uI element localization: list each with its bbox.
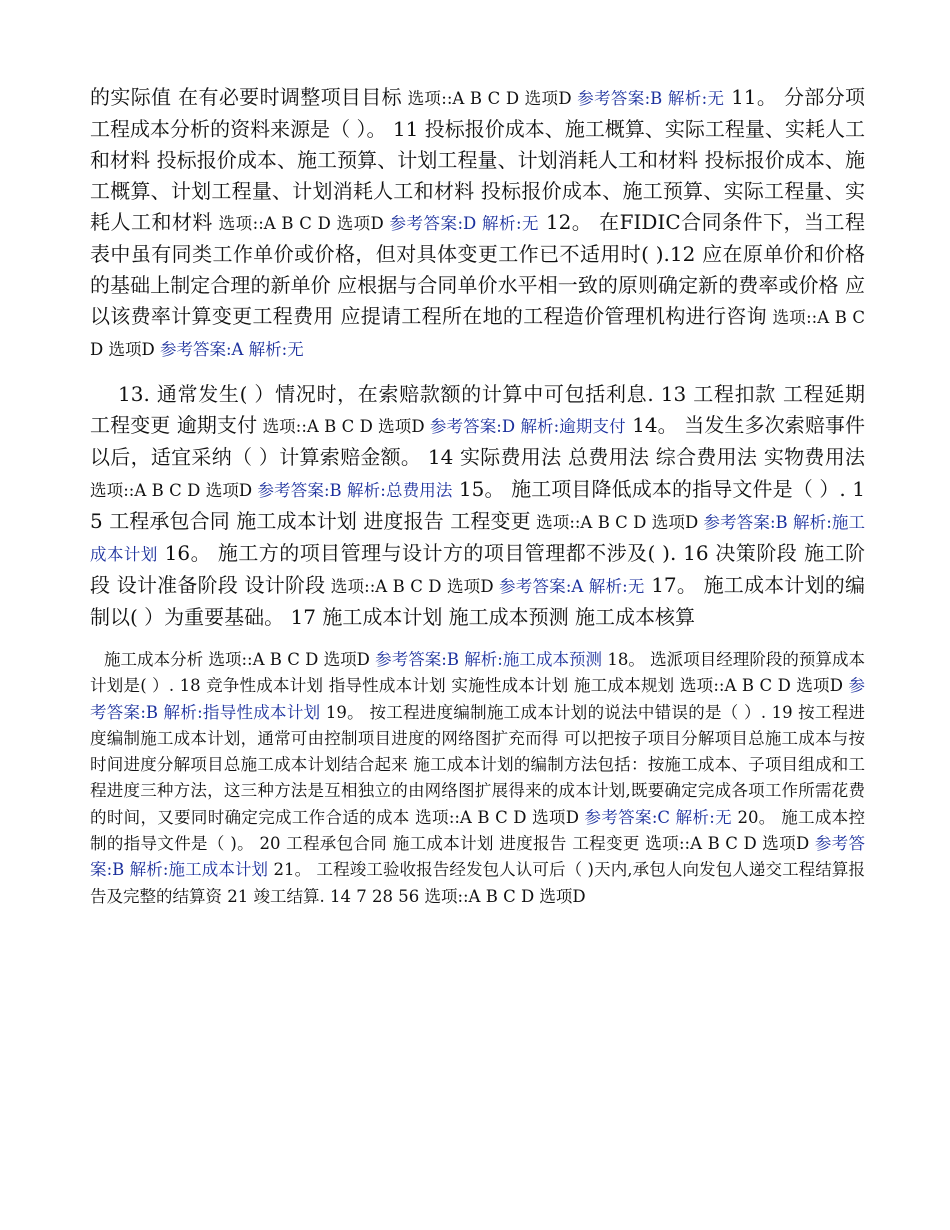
question-text: 21。 工程竣工验收报告经发包人认可后（ )天内,承包人向发包人递交工程结算报告及完整的结算资 21 竣工结算. 14 7 28 56 选项::A B C D 选项D: [90, 860, 865, 906]
answer-key: 参考答案:D 解析:无: [389, 214, 540, 233]
question-text: 11。 分部分项工程成本分析的资料来源是（ ）。 11 投标报价成本、施工概算、实际工程量、实耗人工和材料 投标报价成本、施工预算、计划工程量、计划消耗人工和材料 投标报价成本、施工概算、计划工程量、计划消耗人工和材料 投标报价成本、施工预算、实际工程量、实耗人工和材料: [90, 85, 865, 234]
options-label: 选项::A B C D 选项D: [257, 417, 430, 436]
answer-key: 参考答案:B 解析:施工成本预测: [375, 650, 603, 669]
options-label: 选项::A B C D 选项D: [530, 513, 704, 532]
question-text: 17。 施工成本计划的编制以( ）为重要基础。 17 施工成本计划 施工成本预测 施工成本核算: [90, 573, 866, 629]
question-text: 18。 选派项目经理阶段的预算成本计划是( ）. 18 竞争性成本计划 指导性成本计划 实施性成本计划 施工成本规划 选项::A B C D 选项D: [90, 650, 865, 696]
question-block-13-17: [90, 379, 865, 633]
options-label: 选项::A B C D 选项D: [90, 308, 865, 359]
question-text: 的实际值 在有必要时调整项目目标: [90, 85, 402, 109]
answer-key: 参考答案:A 解析:无: [159, 340, 304, 359]
question-text: 19。 按工程进度编制施工成本计划的说法中错误的是（ ）. 19 按工程进度编制施工成本计划，通常可由控制项目进度的网络图扩充而得 可以把按子项目分解项目总施工成本与按时间进度分解项目总施工成本计划结合起来 施工成本计划的编制方法包括：按施工成本、子项目组成和工程进度三种方法，这三种方法是互相独立的由网络图扩展得来的成本计划,既要确定完成各项工作所需花费的时间，又要同时确定完成工作合适的成本 选项::A B C D 选项D: [90, 702, 865, 827]
answer-key: 参考答案:B 解析:施工成本计划: [90, 513, 866, 564]
answer-key: 参考答案:B 解析:总费用法: [257, 481, 453, 500]
question-text: 16。 施工方的项目管理与设计方的项目管理都不涉及( ). 16 决策阶段 施工阶段 设计准备阶段 设计阶段: [90, 541, 866, 597]
answer-key: 参考答案:B 解析:施工成本计划: [90, 834, 865, 880]
question-text: 14。 当发生多次索赔事件以后，适宜采纳（ ）计算索赔金额。 14 实际费用法 总费用法 综合费用法 实物费用法: [90, 413, 866, 469]
question-text: 20。 施工成本控制的指导文件是（ )。 20 工程承包合同 施工成本计划 进度报告 工程变更 选项::A B C D 选项D: [90, 807, 865, 854]
options-label: 选项::A B C D 选项D: [325, 577, 500, 596]
options-label: 选项::A B C D 选项D: [401, 89, 578, 108]
answer-key: 参考答案:A 解析:无: [499, 577, 645, 596]
question-block-10-12: [90, 82, 865, 365]
question-text: 施工成本分析 选项::A B C D 选项D: [104, 650, 376, 669]
answer-key: 参考答案:D 解析:逾期支付: [429, 417, 626, 436]
answer-key: 参考答案:B 解析:无: [577, 89, 725, 108]
answer-key: 参考答案:C 解析:无: [584, 807, 732, 827]
question-block-17-21: [90, 647, 865, 910]
document-page: [90, 82, 865, 910]
question-text: 15。 施工项目降低成本的指导文件是（ ）. 15 工程承包合同 施工成本计划 进度报告 工程变更: [90, 477, 865, 533]
question-text: 12。 在FIDIC合同条件下，当工程表中虽有同类工作单价或价格，但对具体变更工作已不适用时( ).12 应在原单价和价格的基础上制定合理的新单价 应根据与合同单价水平相一致的原则确定新的费率或价格 应以该费率计算变更工程费用 应提请工程所在地的工程造价管理机构进行咨询: [90, 210, 866, 328]
answer-key: 参考答案:B 解析:指导性成本计划: [90, 676, 865, 722]
question-text: 13. 通常发生( ）情况时，在索赔款额的计算中可包括利息. 13 工程扣款 工程延期 工程变更 逾期支付: [90, 382, 865, 437]
options-label: 选项::A B C D 选项D: [212, 214, 390, 233]
options-label: 选项::A B C D 选项D: [90, 481, 258, 500]
